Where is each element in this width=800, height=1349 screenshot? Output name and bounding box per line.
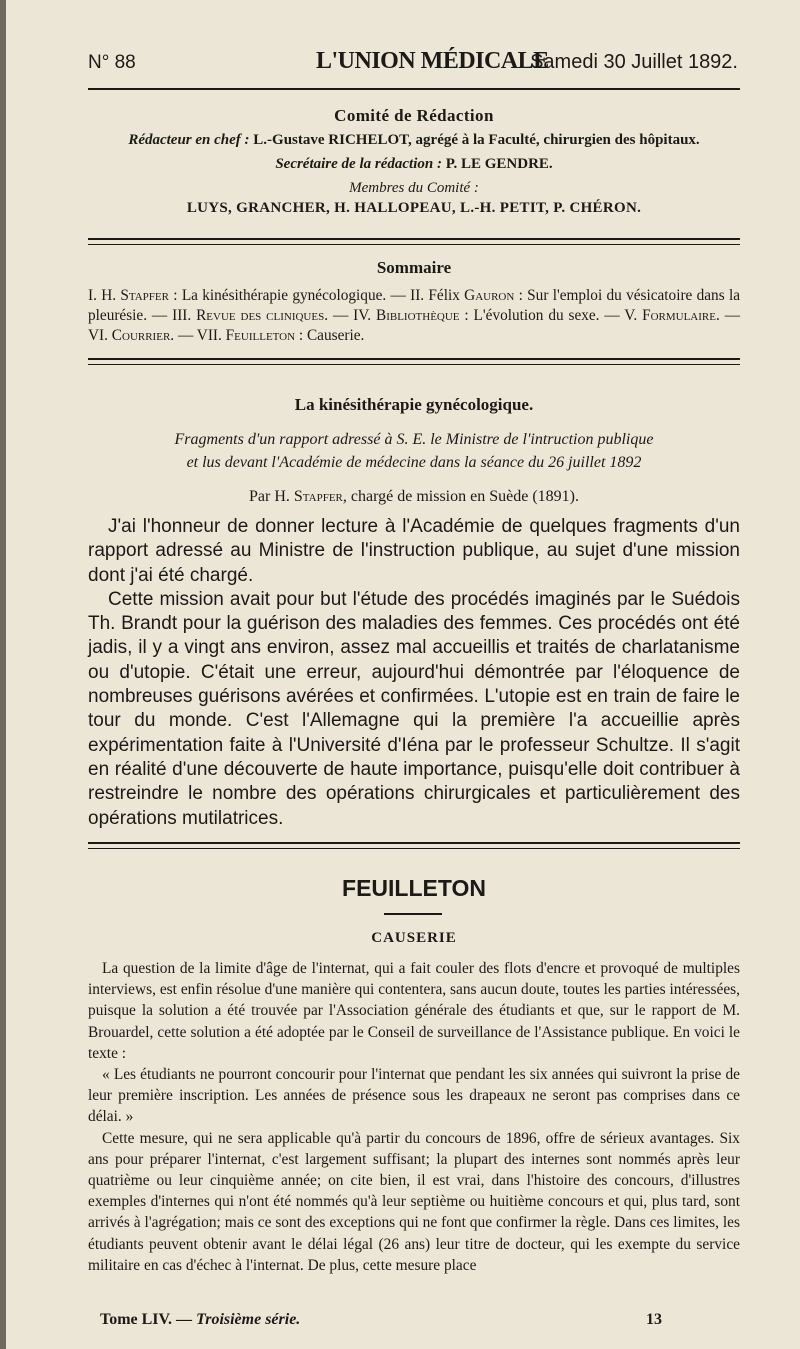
editor-label: Rédacteur en chef : bbox=[128, 132, 250, 148]
article-end-rule bbox=[88, 842, 740, 849]
binding-edge bbox=[0, 0, 6, 1349]
summary-i-name: Stapfer bbox=[120, 287, 169, 304]
summary-v-name: Formulaire. bbox=[642, 307, 720, 324]
feuilleton-rule bbox=[384, 913, 442, 915]
footer-tome bbox=[100, 1311, 300, 1329]
feuilleton-title: FEUILLETON bbox=[342, 875, 486, 901]
series-label: Troisième série. bbox=[196, 1311, 301, 1328]
feuilleton-paragraph: « Les étudiants ne pourront concourir pour l'internat que pendant les six années qui suivront la prise de leur première inscription. Les années de présence sous les drapeaux ne seront pas comprises dans ce délai. » bbox=[88, 1066, 740, 1126]
committee-members: LUYS, GRANCHER, H. HALLOPEAU, L.-H. PETIT, P. CHÉRON. bbox=[186, 200, 642, 216]
article-subtitle-line2: et lus devant l'Académie de médecine dans la séance du 26 juillet 1892 bbox=[186, 454, 642, 471]
article-subtitle bbox=[88, 428, 740, 474]
summary-vii-name: Feuilleton bbox=[225, 327, 296, 344]
tome-label: Tome LIV. — bbox=[100, 1311, 193, 1328]
committee-rule bbox=[88, 238, 740, 245]
byline-pre: Par H. bbox=[249, 488, 290, 505]
summary-vii-pre: — VII. bbox=[177, 327, 222, 344]
summary-vi-pre: — VI. bbox=[88, 307, 740, 344]
causerie-title: CAUSERIE bbox=[371, 930, 457, 946]
article-paragraph: J'ai l'honneur de donner lecture à l'Académie de quelques fragments d'un rapport adressé au Ministre de l'instruction publique, au sujet d'une mission dont j'ai été chargé. bbox=[88, 516, 740, 586]
summary-vi-name: Courrier. bbox=[111, 327, 175, 344]
article-subtitle-line1: Fragments d'un rapport adressé à S. E. le Ministre de l'intruction publique bbox=[174, 431, 654, 448]
members-label: Membres du Comité : bbox=[349, 180, 479, 196]
summary-ii-name: Gauron bbox=[464, 287, 515, 304]
byline-post: , chargé de mission en Suède (1891). bbox=[342, 488, 579, 505]
summary-i-num: I. H. bbox=[88, 287, 117, 304]
article-body bbox=[88, 515, 740, 831]
secretary-label: Secrétaire de la rédaction : bbox=[275, 156, 442, 172]
summary-vii-text: : Causerie. bbox=[298, 327, 365, 344]
issue-number: N° 88 bbox=[88, 52, 136, 73]
summary-title: Sommaire bbox=[376, 258, 452, 277]
secretary bbox=[88, 156, 740, 173]
editor-text: L.-Gustave RICHELOT, agrégé à la Faculté, chirurgien des hôpitaux. bbox=[253, 132, 700, 148]
summary-i-text: : La kinésithérapie gynécologique. — II. Félix bbox=[173, 287, 460, 304]
summary-ii-text: : Sur l'emploi du vésicatoire dans la pleurésie. — III. bbox=[88, 287, 740, 324]
article-paragraph: Cette mission avait pour but l'étude des procédés imaginés par le Suédois Th. Brandt pour la guérison des maladies des femmes. Ces procédés ont été jadis, il y a vingt ans environ, assez mal accueillis et traités de charlatanisme ou d'utopie. C'était une erreur, aujourd'hui démontrée par l'éloquence de nombreuses guérisons avérées et confirmées. L'utopie est en train de faire le tour du monde. C'est l'Allemagne qui la première l'a accueillie après expérimentation faite à l'Université d'Iéna par le professeur Schultze. Il s'agit en réalité d'une découverte de haute importance, puisqu'elle doit contribuer à restreindre le nombre des opérations chirurgicales et particulièrement des opérations mutilatrices. bbox=[88, 588, 740, 829]
summary-rule bbox=[88, 358, 740, 365]
committee-title: Comité de Rédaction bbox=[334, 106, 494, 125]
feuilleton-paragraph: La question de la limite d'âge de l'internat, qui a fait couler des flots d'encre et provoqué de multiples interviews, est enfin résolue d'une manière qui contentera, sans aucun doute, toutes les parties intéressées, puisque la solution a été trouvée par l'Association générale des étudiants et que, sur le rapport de M. Brouardel, cette solution a été adoptée par le Conseil de surveillance de l'Assistance publique. En voici le texte : bbox=[88, 960, 740, 1062]
page-number: 13 bbox=[646, 1311, 662, 1328]
summary-iv-name: Bibliothèque bbox=[376, 307, 460, 324]
feuilleton-paragraph: Cette mesure, qui ne sera applicable qu'à partir du concours de 1896, offre de sérieux avantages. Six ans pour préparer l'internat, c'est largement suffisant; la plupart des internes sont nommés après leur quatrième ou leur cinquième année; on cite bien, il est vrai, dans l'histoire des concours, d'illustres exemples d'internes qui n'ont été nommés qu'à leur septième ou huitième concours et qui, plus tard, sont arrivés à l'agrégation; mais ce sont des exceptions qui ne font que confirmer la règle. Dans ces limites, les étudiants peuvent obtenir avant le délai légal (26 ans) leur titre de docteur, qui les exempte du service militaire en cas d'échec à l'internat. De plus, cette mesure place bbox=[88, 1129, 740, 1274]
feuilleton-body bbox=[88, 958, 740, 1276]
page-header bbox=[88, 42, 740, 82]
secretary-text: P. LE GENDRE. bbox=[445, 156, 553, 172]
article-byline bbox=[88, 488, 740, 506]
byline-name: Stapfer bbox=[293, 488, 343, 505]
journal-title: L'UNION MÉDICALE bbox=[316, 48, 549, 74]
article-title: La kinésithérapie gynécologique. bbox=[294, 395, 534, 414]
summary-iii-name: Revue des cliniques. bbox=[196, 307, 329, 324]
header-rule bbox=[88, 88, 740, 90]
summary-body bbox=[88, 286, 740, 346]
summary-iv-pre: — IV. bbox=[332, 307, 372, 324]
summary-iv-text: : L'évolution du sexe. — V. bbox=[464, 307, 638, 324]
editor-in-chief bbox=[88, 132, 740, 149]
issue-date: Samedi 30 Juillet 1892. bbox=[530, 51, 738, 73]
